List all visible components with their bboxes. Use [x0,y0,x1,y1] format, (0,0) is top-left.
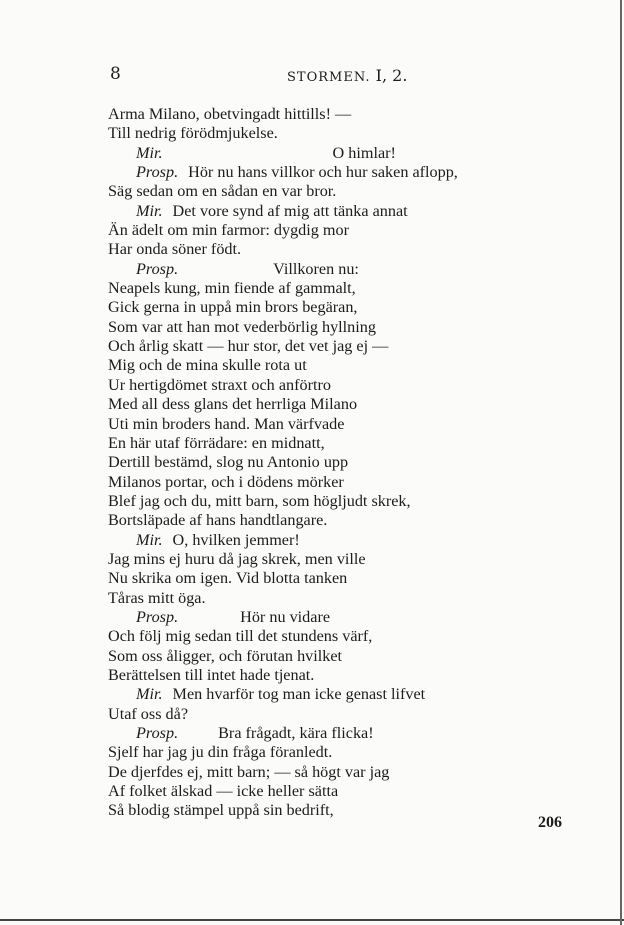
scan-edge-right [620,0,622,925]
verse-line [108,260,518,279]
verse-line: Än ädelt om min farmor: dygdig mor [108,221,349,240]
speaker-name: Prosp. [136,259,179,278]
verse-line: De djerfdes ej, mitt barn; — så högt var jag [108,762,390,781]
verse-text [108,105,518,821]
verse-line: Dertill bestämd, slog nu Antonio upp [108,453,349,472]
verse-line: Som var att han mot vederbörlig hyllning [108,317,376,336]
verse-line [108,531,518,550]
verse-line: Ur hertigdömet straxt och anförtro [108,375,331,394]
verse-line: Gick gerna in uppå min brors begäran, [108,298,358,317]
page-number: 8 [110,64,121,84]
verse-line: Och årlig skatt — hur stor, det vet jag ej — [108,337,389,356]
speaker-name: Prosp. [136,163,179,182]
speech-text: Bra frågadt, kära flicka! [218,724,374,742]
verse-line [108,724,518,743]
verse-line: Och följ mig sedan till det stundens värf, [108,627,373,646]
scan-edge-bottom [0,919,624,921]
signature-mark: 206 [538,814,562,831]
verse-line: Säg sedan om en sådan en var bror. [108,182,337,201]
verse-line: Sjelf har jag ju din fråga föranledt. [108,743,333,762]
verse-line: Utaf oss då? [108,704,189,723]
verse-line: Berättelsen till intet hade tjenat. [108,665,315,684]
speech-text: O himlar! [332,143,396,162]
verse-line: Jag mins ej huru då jag skrek, men ville [108,549,366,568]
verse-line: Till nedrig förödmjukelse. [108,124,278,143]
verse-line: Tåras mitt öga. [108,588,206,607]
speech-text: Villkoren nu: [273,259,359,278]
verse-line: Uti min broders hand. Man värfvade [108,414,345,433]
speaker-name: Mir. [136,143,163,162]
speaker-name: Mir. [136,685,163,704]
speech-text: Det vore synd af mig att tänka annat [172,201,408,220]
running-head-title: STORMEN. [287,70,371,85]
speech-text: Hör nu hans villkor och hur saken aflopp, [188,163,458,182]
running-head [287,66,407,85]
speech-text: Hör nu vidare [240,607,331,626]
verse-line: Neapels kung, min fiende af gammalt, [108,279,356,298]
speaker-name: Mir. [136,201,163,220]
verse-line: Bortsläpade af hans handtlangare. [108,511,328,530]
verse-line: Arma Milano, obetvingadt hittills! — [108,105,352,123]
speech-text: O, hvilken jemmer! [172,530,300,549]
verse-line [108,608,518,627]
verse-line: En här utaf förrädare: en midnatt, [108,433,325,452]
speech-text: Men hvarför tog man icke genast lifvet [172,685,426,704]
verse-line: Som oss åligger, och förutan hvilket [108,646,343,665]
verse-line: Af folket älskad — icke heller sätta [108,782,339,801]
verse-line: Har onda söner födt. [108,240,242,259]
verse-line [108,685,518,704]
verse-line: Så blodig stämpel uppå sin bedrift, [108,801,334,820]
verse-line: Mig och de mina skulle rota ut [108,356,307,375]
verse-line [108,144,518,163]
verse-line [108,163,518,182]
speaker-name: Prosp. [136,724,179,742]
running-head-chapter: I, 2. [375,66,408,85]
speaker-name: Mir. [136,530,163,549]
verse-line: Nu skrika om igen. Vid blotta tanken [108,569,348,588]
verse-line: Med all dess glans det herrliga Milano [108,395,358,414]
verse-line: Blef jag och du, mitt barn, som högljudt skrek, [108,491,411,510]
verse-line: Milanos portar, och i dödens mörker [108,472,344,491]
verse-line [108,202,518,221]
speaker-name: Prosp. [136,607,179,626]
